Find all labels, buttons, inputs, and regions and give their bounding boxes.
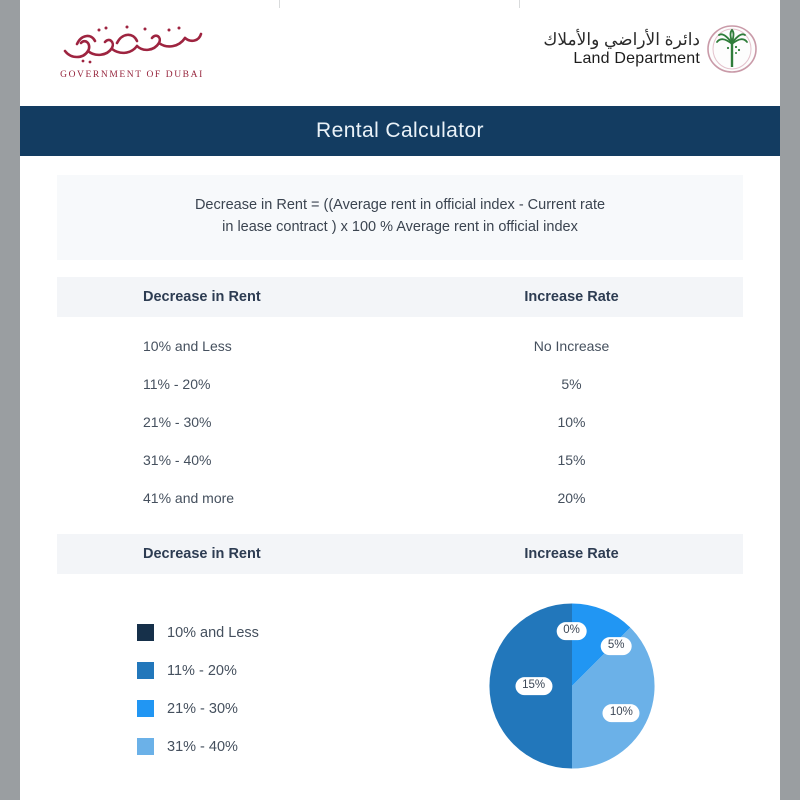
legend-swatch-icon bbox=[137, 700, 154, 717]
pie-slice-label: 0% bbox=[556, 622, 587, 640]
table-header-row bbox=[57, 277, 743, 317]
formula-box bbox=[57, 175, 743, 260]
pie-chart-area bbox=[400, 598, 743, 772]
pie-slice-label: 15% bbox=[515, 677, 552, 695]
cell-decrease: 10% and Less bbox=[143, 337, 232, 354]
table-row bbox=[57, 441, 743, 479]
logo-band bbox=[20, 0, 780, 106]
cell-increase: 15% bbox=[557, 451, 586, 468]
cell-increase: 5% bbox=[561, 375, 582, 392]
land-department-wordmark bbox=[543, 30, 700, 68]
legend-swatch-icon bbox=[137, 624, 154, 641]
header-divider-left bbox=[279, 0, 280, 8]
legend-item bbox=[137, 652, 400, 690]
pie-chart bbox=[486, 600, 658, 772]
table-row bbox=[57, 479, 743, 517]
legend-label: 10% and Less bbox=[167, 624, 259, 641]
legend-swatch-icon bbox=[137, 662, 154, 679]
table-row bbox=[57, 365, 743, 403]
pie-slice-label: 10% bbox=[603, 705, 640, 723]
land-department-arabic: دائرة الأراضي والأملاك bbox=[543, 30, 700, 50]
chart-header-row bbox=[57, 534, 743, 574]
chart-header-increase: Increase Rate bbox=[524, 545, 619, 562]
pie-chart-legend bbox=[57, 598, 400, 766]
page-title: Rental Calculator bbox=[316, 119, 484, 142]
pie-slice-label: 5% bbox=[601, 638, 632, 656]
page-header-bar bbox=[20, 106, 780, 156]
chart-section bbox=[57, 598, 743, 798]
table-header-decrease: Decrease in Rent bbox=[143, 288, 261, 305]
legend-item bbox=[137, 690, 400, 728]
land-department-logo bbox=[543, 16, 758, 82]
cell-decrease: 41% and more bbox=[143, 489, 235, 506]
header-divider-right bbox=[519, 0, 520, 8]
dubai-arabic-calligraphy-icon bbox=[57, 21, 207, 67]
table-header-increase: Increase Rate bbox=[524, 288, 619, 305]
legend-label: 21% - 30% bbox=[167, 700, 238, 717]
cell-increase: 10% bbox=[557, 413, 586, 430]
rate-table-body bbox=[57, 317, 743, 517]
legend-item bbox=[137, 728, 400, 766]
palm-tree-emblem-icon bbox=[706, 23, 758, 75]
government-of-dubai-logo bbox=[42, 14, 222, 86]
legend-swatch-icon bbox=[137, 738, 154, 755]
cell-decrease: 11% - 20% bbox=[143, 375, 211, 392]
table-row bbox=[57, 327, 743, 365]
table-row bbox=[57, 403, 743, 441]
legend-item bbox=[137, 614, 400, 652]
cell-decrease: 31% - 40% bbox=[143, 451, 212, 468]
legend-label: 31% - 40% bbox=[167, 738, 238, 755]
document-page bbox=[20, 0, 780, 800]
government-of-dubai-caption: GOVERNMENT OF DUBAI bbox=[60, 69, 204, 80]
cell-increase: No Increase bbox=[533, 337, 610, 354]
land-department-english: Land Department bbox=[573, 49, 700, 67]
cell-decrease: 21% - 30% bbox=[143, 413, 212, 430]
legend-label: 11% - 20% bbox=[167, 662, 237, 679]
formula-line-2: in lease contract ) x 100 % Average rent in official index bbox=[222, 219, 578, 236]
page-content bbox=[20, 175, 780, 800]
cell-increase: 20% bbox=[557, 489, 586, 506]
chart-header-decrease: Decrease in Rent bbox=[143, 545, 261, 562]
formula-line-1: Decrease in Rent = ((Average rent in official index - Current rate bbox=[194, 197, 606, 213]
